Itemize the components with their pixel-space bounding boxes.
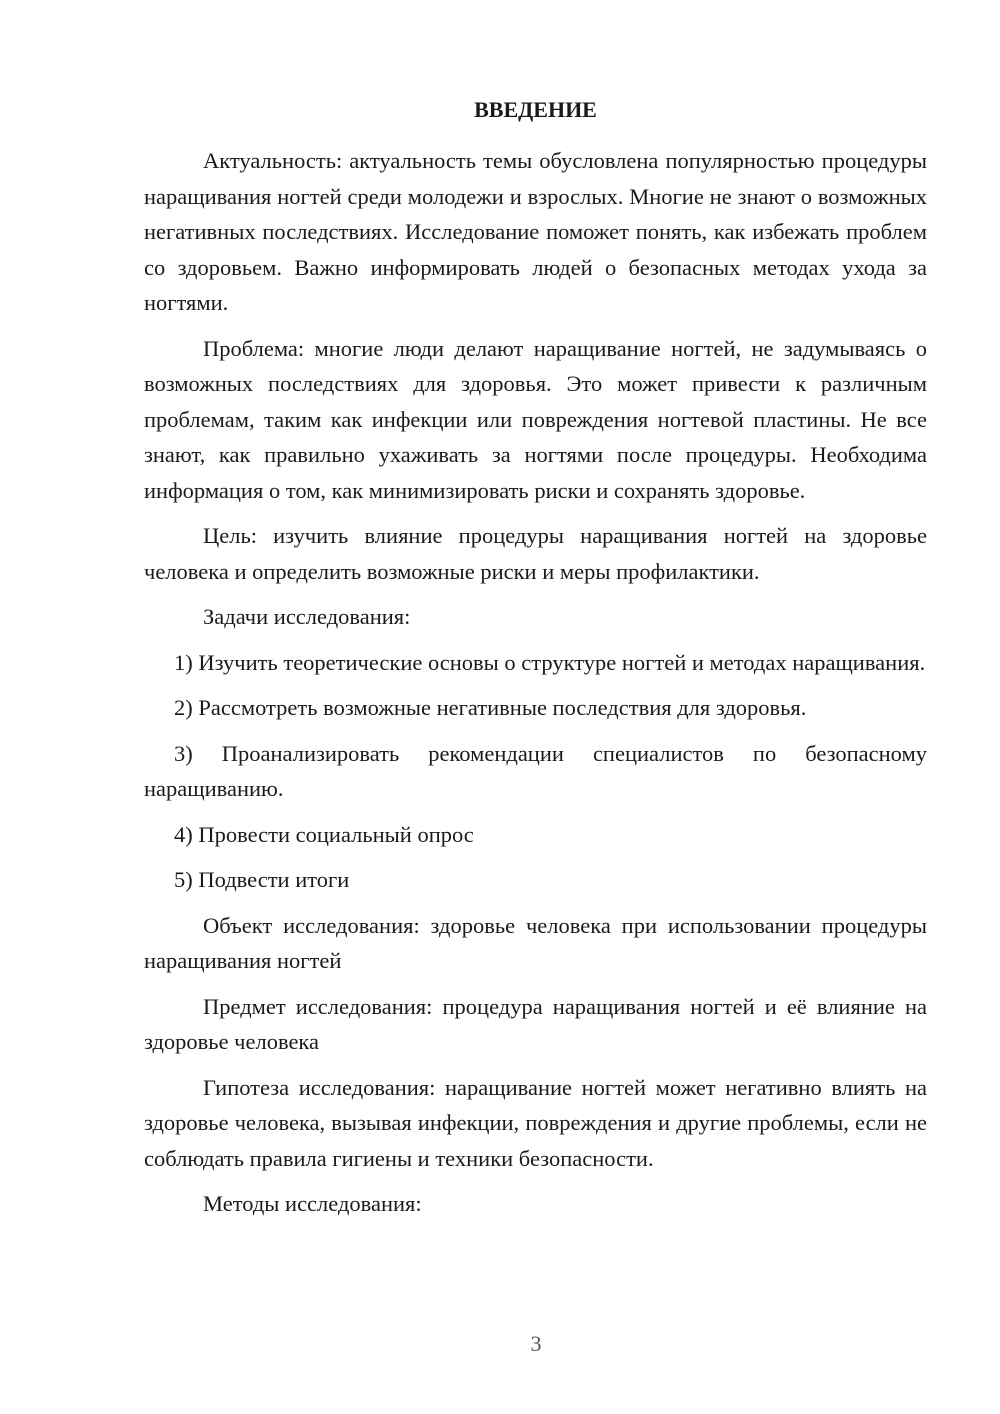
document-page	[144, 92, 927, 1232]
task-item-1: 1) Изучить теоретические основы о структуре ногтей и методах наращивания.	[174, 649, 926, 675]
paragraph-problem: Проблема: многие люди делают наращивание ногтей, не задумываясь о возможных последствиях для здоровья. Это может привести к различным проблемам, таким как инфекции или повреждения ногтевой пластины. Не все знают, как правильно ухаживать за ногтями после процедуры. Необходима информация о том, как минимизировать риски и сохранять здоровье.	[144, 335, 927, 503]
task-item-4: 4) Провести социальный опрос	[174, 821, 474, 847]
paragraph-object: Объект исследования: здоровье человека при использовании процедуры наращивания ногтей	[144, 912, 927, 973]
section-title: ВВЕДЕНИЕ	[474, 97, 597, 122]
tasks-heading: Задачи исследования:	[203, 604, 411, 629]
page-number: 3	[530, 1331, 542, 1356]
paragraph-relevance: Актуальность: актуальность темы обусловлена популярностью процедуры наращивания ногтей среди молодежи и взрослых. Многие не знают о возможных негативных последствиях. Исследование поможет понять, как избежать проблем со здоровьем. Важно информировать людей о безопасных методах ухода за ногтями.	[144, 148, 927, 315]
methods-heading: Методы исследования:	[203, 1191, 422, 1216]
paragraph-goal: Цель: изучить влияние процедуры наращивания ногтей на здоровье человека и определить возможные риски и меры профилактики.	[144, 523, 927, 584]
paragraph-hypothesis: Гипотеза исследования: наращивание ногтей может негативно влиять на здоровье человека, вызывая инфекции, повреждения и другие проблемы, если не соблюдать правила гигиены и техники безопасности.	[144, 1074, 927, 1171]
task-item-5: 5) Подвести итоги	[174, 867, 350, 892]
paragraph-subject: Предмет исследования: процедура наращивания ногтей и её влияние на здоровье человека	[144, 993, 927, 1054]
task-item-3: 3) Проанализировать рекомендации специалистов по безопасному наращиванию.	[144, 740, 927, 801]
task-item-2: 2) Рассмотреть возможные негативные последствия для здоровья.	[174, 695, 807, 720]
